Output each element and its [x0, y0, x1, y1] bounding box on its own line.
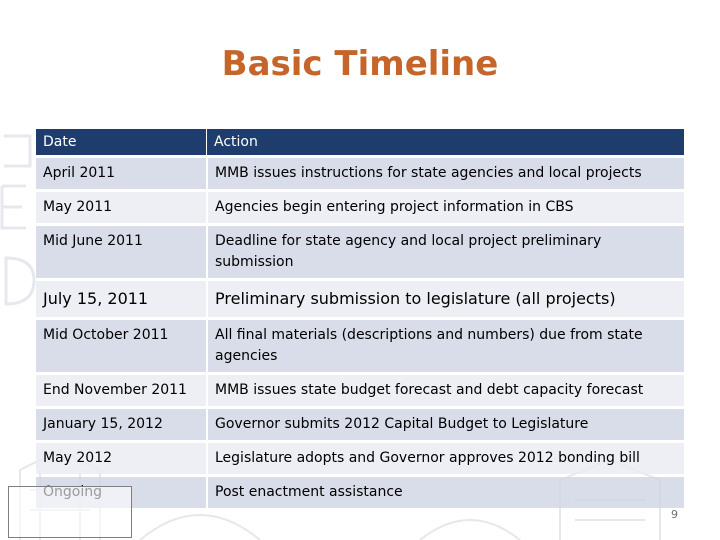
header-action: Action [206, 129, 684, 155]
table-row [36, 158, 684, 189]
table-row [36, 226, 684, 278]
row-action: Legislature adopts and Governor approves 2012 bonding bill [206, 443, 684, 474]
table-row [36, 443, 684, 474]
row-date: January 15, 2012 [36, 409, 206, 440]
row-action: Agencies begin entering project information in CBS [206, 192, 684, 223]
watermark-letters [0, 128, 36, 328]
row-date: Mid October 2011 [36, 320, 206, 372]
row-action: Governor submits 2012 Capital Budget to Legislature [206, 409, 684, 440]
row-action: MMB issues state budget forecast and debt capacity forecast [206, 375, 684, 406]
table-row [36, 409, 684, 440]
table-row [36, 477, 684, 508]
row-date: April 2011 [36, 158, 206, 189]
header-date: Date [36, 129, 206, 155]
page-number: 9 [671, 508, 678, 521]
row-date: Mid June 2011 [36, 226, 206, 278]
row-date: End November 2011 [36, 375, 206, 406]
row-date: May 2012 [36, 443, 206, 474]
row-action: All final materials (descriptions and numbers) due from state agencies [206, 320, 684, 372]
row-action: MMB issues instructions for state agencies and local projects [206, 158, 684, 189]
slide-title: Basic Timeline [221, 44, 499, 84]
row-action: Deadline for state agency and local project preliminary submission [206, 226, 684, 278]
table-row [36, 192, 684, 223]
table-row [36, 375, 684, 406]
table-header-row [36, 129, 684, 155]
row-date: May 2011 [36, 192, 206, 223]
row-action: Preliminary submission to legislature (all projects) [206, 281, 684, 317]
row-action: Post enactment assistance [206, 477, 684, 508]
table-row [36, 320, 684, 372]
table-row-highlight [36, 281, 684, 317]
row-date: July 15, 2011 [36, 281, 206, 317]
logo-placeholder [8, 486, 132, 538]
timeline-table [36, 126, 684, 511]
